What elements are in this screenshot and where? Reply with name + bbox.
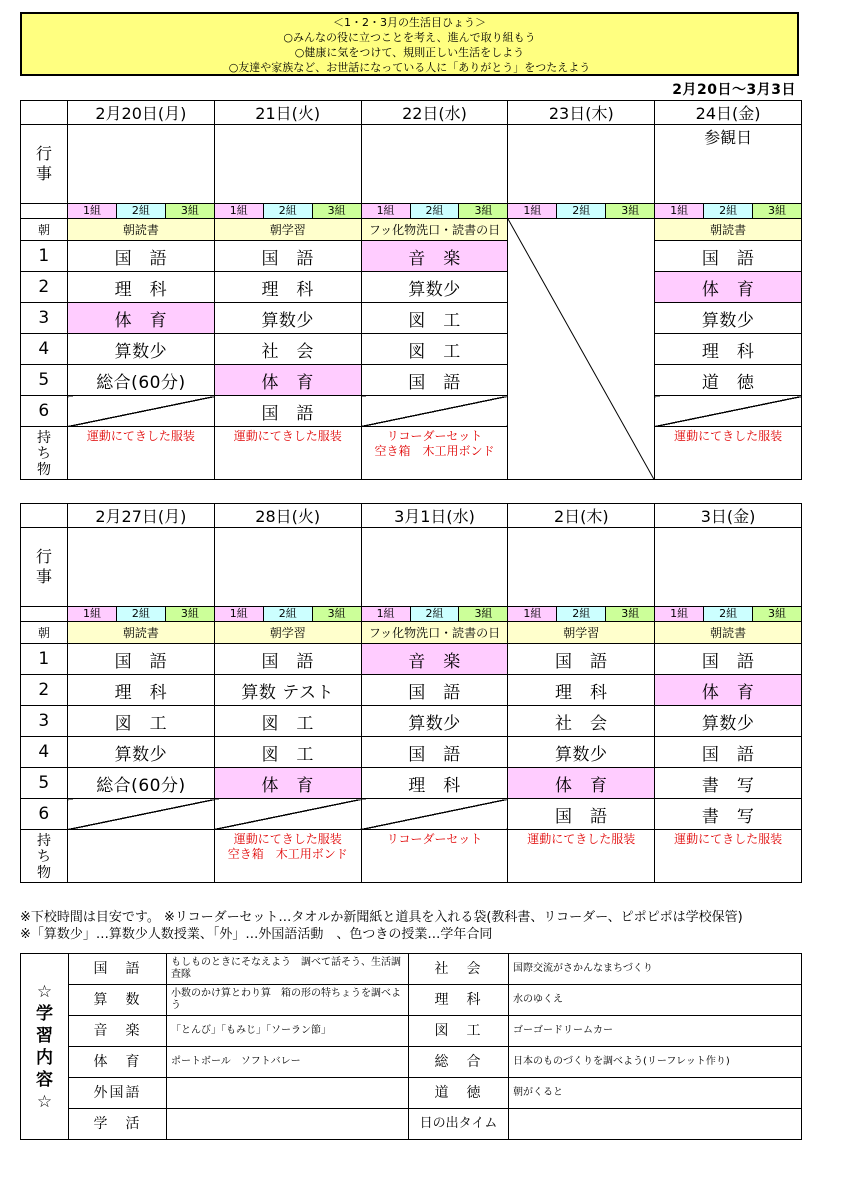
morning-cell: 朝学習 bbox=[508, 622, 655, 644]
event-cell bbox=[68, 528, 215, 607]
study-content: ゴーゴードリームカー bbox=[509, 1016, 802, 1047]
class-label: 3組 bbox=[459, 204, 507, 218]
goal-line: ○友達や家族など、お世話になっている人に「ありがとう」をつたえよう bbox=[228, 61, 591, 74]
event-cell bbox=[68, 125, 215, 204]
period-cell: 算数 テスト bbox=[214, 675, 361, 706]
study-subject: 図 工 bbox=[409, 1016, 509, 1047]
class-cell bbox=[655, 607, 802, 622]
bring-item: 運動にてきした服装 bbox=[86, 429, 195, 443]
period-cell: 体 育 bbox=[655, 675, 802, 706]
morning-cell: フッ化物洗口・読書の日 bbox=[361, 219, 508, 241]
period-cell: 図 工 bbox=[214, 706, 361, 737]
week-timetable bbox=[20, 100, 802, 480]
event-cell bbox=[214, 528, 361, 607]
period-cell: 体 育 bbox=[214, 365, 361, 396]
bring-cell bbox=[214, 427, 361, 480]
study-subject: 体 育 bbox=[69, 1047, 167, 1078]
period-cell bbox=[361, 799, 508, 830]
life-goals-box bbox=[20, 12, 799, 76]
study-subject: 音 楽 bbox=[69, 1016, 167, 1047]
morning-cell: 朝学習 bbox=[214, 622, 361, 644]
class-row-label bbox=[21, 204, 68, 219]
period-cell: 国 語 bbox=[655, 737, 802, 768]
period-label: 2 bbox=[21, 675, 68, 706]
class-label: 2組 bbox=[557, 607, 606, 621]
class-cell bbox=[68, 607, 215, 622]
class-label: 1組 bbox=[508, 607, 557, 621]
class-label: 2組 bbox=[411, 204, 460, 218]
period-label: 6 bbox=[21, 799, 68, 830]
period-cell: 音 楽 bbox=[361, 241, 508, 272]
period-cell: 体 育 bbox=[68, 303, 215, 334]
study-subject: 総 合 bbox=[409, 1047, 509, 1078]
period-cell: 書 写 bbox=[655, 768, 802, 799]
event-cell bbox=[655, 528, 802, 607]
study-content: 小数のかけ算とわり算 箱の形の特ちょうを調べよう bbox=[167, 985, 409, 1016]
class-label: 2組 bbox=[704, 204, 753, 218]
label-char: 行 bbox=[35, 144, 52, 163]
study-content bbox=[509, 1109, 802, 1140]
day-header: 22日(水) bbox=[361, 101, 508, 125]
label-char: 物 bbox=[37, 865, 51, 881]
no-school-cell bbox=[508, 219, 655, 480]
notes bbox=[20, 909, 820, 943]
class-cell bbox=[655, 204, 802, 219]
day-header: 3日(金) bbox=[655, 504, 802, 528]
day-header: 2月27日(月) bbox=[68, 504, 215, 528]
period-label: 5 bbox=[21, 768, 68, 799]
event-cell: 参観日 bbox=[655, 125, 802, 204]
period-cell: 国 語 bbox=[655, 241, 802, 272]
morning-cell: 朝読書 bbox=[68, 219, 215, 241]
class-label: 3組 bbox=[606, 607, 654, 621]
period-cell bbox=[68, 396, 215, 427]
study-subject: 日の出タイム bbox=[409, 1109, 509, 1140]
event-cell bbox=[361, 125, 508, 204]
class-label: 1組 bbox=[362, 204, 411, 218]
class-cell bbox=[214, 204, 361, 219]
morning-cell: 朝読書 bbox=[68, 622, 215, 644]
period-cell: 理 科 bbox=[68, 272, 215, 303]
study-subject: 国 語 bbox=[69, 954, 167, 985]
morning-cell: 朝読書 bbox=[655, 219, 802, 241]
morning-row-label: 朝 bbox=[21, 219, 68, 241]
class-label: 1組 bbox=[215, 607, 264, 621]
label-char: 容 bbox=[36, 1069, 53, 1090]
period-cell: 書 写 bbox=[655, 799, 802, 830]
event-row-label bbox=[21, 528, 68, 607]
study-row bbox=[21, 1078, 802, 1109]
period-cell: 算数少 bbox=[361, 706, 508, 737]
class-cell bbox=[361, 204, 508, 219]
period-cell: 総合(60分) bbox=[68, 768, 215, 799]
period-cell: 体 育 bbox=[508, 768, 655, 799]
study-content-table bbox=[20, 953, 802, 1140]
study-subject: 理 科 bbox=[409, 985, 509, 1016]
class-label: 3組 bbox=[313, 204, 361, 218]
date-range: 2月20日～3月3日 bbox=[672, 82, 796, 98]
period-label: 1 bbox=[21, 241, 68, 272]
day-header: 23日(木) bbox=[508, 101, 655, 125]
period-cell: 総合(60分) bbox=[68, 365, 215, 396]
period-cell: 国 語 bbox=[508, 799, 655, 830]
bring-item: リコーダーセット bbox=[386, 429, 483, 443]
note-line: ※下校時間は目安です。 ※リコーダーセット…タオルか新聞紙と道具を入れる袋(教科書、リコーダー、ピポピポは学校保管) bbox=[20, 910, 743, 925]
week-timetable bbox=[20, 503, 802, 883]
bring-row-label bbox=[21, 427, 68, 480]
bring-item: 運動にてきした服装 bbox=[233, 832, 342, 846]
bring-row-label bbox=[21, 830, 68, 883]
period-cell: 理 科 bbox=[214, 272, 361, 303]
event-cell bbox=[361, 528, 508, 607]
study-subject: 学 活 bbox=[69, 1109, 167, 1140]
period-cell: 図 工 bbox=[361, 334, 508, 365]
study-section-label bbox=[21, 954, 69, 1140]
class-label: 3組 bbox=[313, 607, 361, 621]
label-char: ち bbox=[37, 446, 51, 462]
class-label: 3組 bbox=[753, 204, 801, 218]
bring-item: 運動にてきした服装 bbox=[674, 832, 783, 846]
class-label: 1組 bbox=[655, 607, 704, 621]
day-header: 21日(火) bbox=[214, 101, 361, 125]
bring-cell bbox=[508, 830, 655, 883]
period-cell: 道 徳 bbox=[655, 365, 802, 396]
period-cell: 理 科 bbox=[68, 675, 215, 706]
bring-item: 運動にてきした服装 bbox=[674, 429, 783, 443]
period-cell: 算数少 bbox=[68, 334, 215, 365]
period-label: 5 bbox=[21, 365, 68, 396]
morning-cell: 朝読書 bbox=[655, 622, 802, 644]
period-cell: 社 会 bbox=[508, 706, 655, 737]
period-cell: 社 会 bbox=[214, 334, 361, 365]
class-label: 1組 bbox=[655, 204, 704, 218]
class-label: 1組 bbox=[68, 204, 117, 218]
day-header: 2日(木) bbox=[508, 504, 655, 528]
label-char: 学 bbox=[36, 1003, 53, 1024]
period-cell: 算数少 bbox=[508, 737, 655, 768]
class-label: 2組 bbox=[264, 607, 313, 621]
bring-item: 空き箱 木工用ボンド bbox=[374, 444, 495, 458]
corner-cell bbox=[21, 504, 68, 528]
study-subject: 道 徳 bbox=[409, 1078, 509, 1109]
class-label: 3組 bbox=[166, 204, 214, 218]
period-cell: 国 語 bbox=[361, 737, 508, 768]
period-cell: 理 科 bbox=[508, 675, 655, 706]
class-label: 1組 bbox=[508, 204, 557, 218]
study-content: 水のゆくえ bbox=[509, 985, 802, 1016]
period-label: 4 bbox=[21, 334, 68, 365]
class-cell bbox=[361, 607, 508, 622]
period-label: 6 bbox=[21, 396, 68, 427]
bring-cell bbox=[655, 830, 802, 883]
event-cell bbox=[508, 528, 655, 607]
study-content: 日本のものづくりを調べよう(リーフレット作り) bbox=[509, 1047, 802, 1078]
period-cell: 国 語 bbox=[655, 644, 802, 675]
period-cell bbox=[68, 799, 215, 830]
label-char: ち bbox=[37, 849, 51, 865]
period-cell: 国 語 bbox=[68, 241, 215, 272]
label-char: 事 bbox=[35, 164, 52, 183]
class-label: 1組 bbox=[68, 607, 117, 621]
class-label: 3組 bbox=[753, 607, 801, 621]
class-row-label bbox=[21, 607, 68, 622]
period-cell: 体 育 bbox=[655, 272, 802, 303]
period-cell: 音 楽 bbox=[361, 644, 508, 675]
period-cell: 理 科 bbox=[361, 768, 508, 799]
class-cell bbox=[68, 204, 215, 219]
bring-cell bbox=[361, 427, 508, 480]
class-cell bbox=[508, 204, 655, 219]
bring-cell bbox=[214, 830, 361, 883]
day-header: 2月20日(月) bbox=[68, 101, 215, 125]
study-content: 「とんび」「もみじ」「ソーラン節」 bbox=[167, 1016, 409, 1047]
class-label: 2組 bbox=[557, 204, 606, 218]
bring-item: 運動にてきした服装 bbox=[527, 832, 636, 846]
morning-row-label: 朝 bbox=[21, 622, 68, 644]
class-label: 1組 bbox=[362, 607, 411, 621]
study-row bbox=[21, 1047, 802, 1078]
study-row bbox=[21, 954, 802, 985]
period-cell bbox=[655, 396, 802, 427]
study-row bbox=[21, 1109, 802, 1140]
period-cell: 体 育 bbox=[214, 768, 361, 799]
period-cell: 国 語 bbox=[68, 644, 215, 675]
label-char: 持 bbox=[37, 833, 51, 849]
study-content: ポートボール ソフトバレー bbox=[167, 1047, 409, 1078]
event-row-label bbox=[21, 125, 68, 204]
label-char: 持 bbox=[37, 430, 51, 446]
period-cell: 図 工 bbox=[68, 706, 215, 737]
period-cell: 算数少 bbox=[655, 303, 802, 334]
period-label: 1 bbox=[21, 644, 68, 675]
period-cell: 国 語 bbox=[508, 644, 655, 675]
period-cell: 国 語 bbox=[214, 241, 361, 272]
bring-item: 運動にてきした服装 bbox=[233, 429, 342, 443]
label-char: 内 bbox=[36, 1047, 53, 1068]
study-content bbox=[167, 1078, 409, 1109]
period-cell: 算数少 bbox=[655, 706, 802, 737]
period-label: 4 bbox=[21, 737, 68, 768]
study-subject: 社 会 bbox=[409, 954, 509, 985]
period-cell: 算数少 bbox=[214, 303, 361, 334]
day-header: 3月1日(水) bbox=[361, 504, 508, 528]
class-label: 3組 bbox=[459, 607, 507, 621]
label-char: ☆ bbox=[36, 1091, 53, 1112]
bring-cell bbox=[655, 427, 802, 480]
label-char: 習 bbox=[36, 1025, 53, 1046]
period-label: 2 bbox=[21, 272, 68, 303]
period-cell: 算数少 bbox=[68, 737, 215, 768]
class-label: 2組 bbox=[117, 204, 166, 218]
corner-cell bbox=[21, 101, 68, 125]
morning-cell: 朝学習 bbox=[214, 219, 361, 241]
day-header: 24日(金) bbox=[655, 101, 802, 125]
period-cell: 国 語 bbox=[361, 365, 508, 396]
class-label: 2組 bbox=[264, 204, 313, 218]
class-label: 3組 bbox=[166, 607, 214, 621]
label-char: 行 bbox=[35, 547, 52, 566]
bring-cell bbox=[361, 830, 508, 883]
class-label: 2組 bbox=[411, 607, 460, 621]
period-cell: 図 工 bbox=[361, 303, 508, 334]
period-cell: 算数少 bbox=[361, 272, 508, 303]
bring-item: リコーダーセット bbox=[386, 832, 483, 846]
period-label: 3 bbox=[21, 303, 68, 334]
goal-line: ○みんなの役に立つことを考え、進んで取り組もう bbox=[283, 31, 536, 44]
period-cell: 国 語 bbox=[214, 644, 361, 675]
study-row bbox=[21, 985, 802, 1016]
study-content: もしものときにそなえよう 調べて話そう、生活調査隊 bbox=[167, 954, 409, 985]
period-cell: 国 語 bbox=[214, 396, 361, 427]
bring-cell bbox=[68, 830, 215, 883]
goal-line: ○健康に気をつけて、規則正しい生活をしよう bbox=[294, 46, 525, 59]
class-cell bbox=[508, 607, 655, 622]
period-cell bbox=[361, 396, 508, 427]
study-content: 国際交流がさかんなまちづくり bbox=[509, 954, 802, 985]
goals-title: ＜1・2・3月の生活目ひょう＞ bbox=[333, 16, 486, 29]
study-subject: 外国語 bbox=[69, 1078, 167, 1109]
morning-cell: フッ化物洗口・読書の日 bbox=[361, 622, 508, 644]
class-label: 3組 bbox=[606, 204, 654, 218]
event-cell bbox=[214, 125, 361, 204]
class-label: 2組 bbox=[704, 607, 753, 621]
event-cell bbox=[508, 125, 655, 204]
label-char: 事 bbox=[35, 567, 52, 586]
study-content bbox=[167, 1109, 409, 1140]
class-label: 2組 bbox=[117, 607, 166, 621]
bring-cell bbox=[68, 427, 215, 480]
period-cell: 国 語 bbox=[361, 675, 508, 706]
label-char: 物 bbox=[37, 462, 51, 478]
study-row bbox=[21, 1016, 802, 1047]
note-line: ※「算数少」…算数少人数授業、「外」…外国語活動 、色つきの授業…学年合同 bbox=[20, 927, 493, 942]
bring-item: 空き箱 木工用ボンド bbox=[227, 847, 348, 861]
period-cell bbox=[214, 799, 361, 830]
period-cell: 図 工 bbox=[214, 737, 361, 768]
period-cell: 理 科 bbox=[655, 334, 802, 365]
study-content: 朝がくると bbox=[509, 1078, 802, 1109]
period-label: 3 bbox=[21, 706, 68, 737]
class-cell bbox=[214, 607, 361, 622]
study-subject: 算 数 bbox=[69, 985, 167, 1016]
class-label: 1組 bbox=[215, 204, 264, 218]
label-char: ☆ bbox=[36, 981, 53, 1002]
day-header: 28日(火) bbox=[214, 504, 361, 528]
